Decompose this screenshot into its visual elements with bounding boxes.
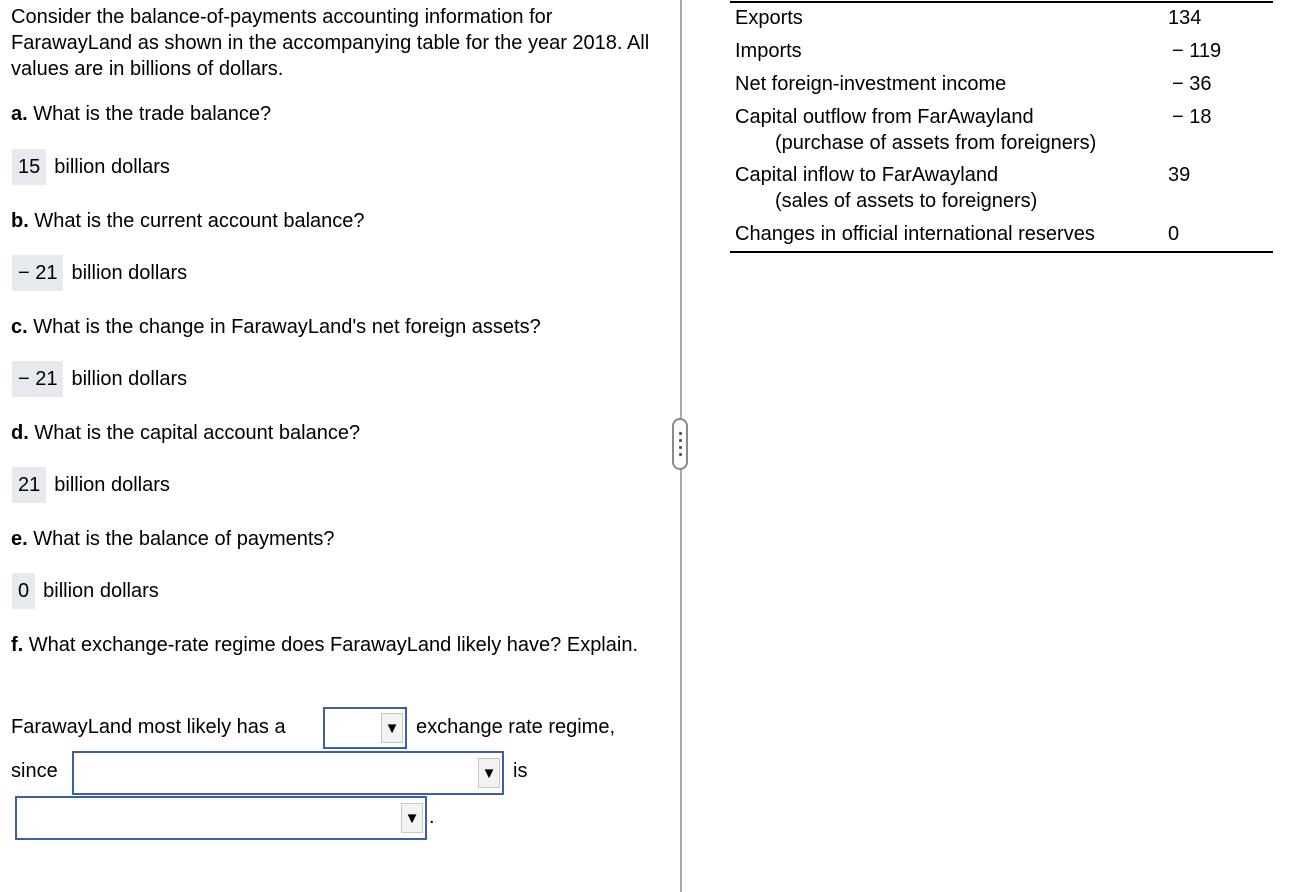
answer-unit: billion dollars: [54, 473, 170, 496]
question-text: What is the capital account balance?: [34, 422, 361, 444]
row-label: Capital inflow to FarAwayland: [735, 164, 999, 186]
row-label: Changes in official international reserves: [735, 223, 1095, 245]
sentence-part-1: FarawayLand most likely has a: [11, 716, 286, 738]
row-label: Net foreign-investment income: [735, 73, 1007, 95]
row-label: Exports: [735, 7, 803, 29]
regime-dropdown[interactable]: [323, 707, 407, 749]
row-sublabel: (purchase of assets from foreigners): [775, 132, 1097, 154]
row-value: − 119: [1172, 40, 1222, 62]
answer-unit: billion dollars: [43, 579, 159, 602]
question-letter: d.: [11, 422, 29, 444]
table-row-capital-inflow: [735, 162, 1037, 214]
answer-unit: billion dollars: [71, 261, 188, 284]
question-b: [11, 208, 365, 234]
chevron-down-icon: ▼: [401, 803, 423, 833]
row-value: − 18: [1172, 106, 1212, 128]
question-text: What exchange-rate regime does FarawayLand likely have? Explain.: [28, 634, 638, 656]
answer-a-value[interactable]: 15: [12, 149, 46, 185]
answer-d-value[interactable]: 21: [12, 467, 46, 503]
splitter-handle-icon[interactable]: [672, 418, 688, 470]
question-letter: a.: [11, 103, 28, 125]
sentence-part-3: since: [11, 760, 58, 782]
answer-c: [12, 361, 187, 397]
answer-e-value[interactable]: 0: [12, 573, 35, 609]
row-sublabel: (sales of assets to foreigners): [775, 190, 1038, 212]
sentence-part-4: is: [513, 760, 528, 782]
table-row-imports: [735, 38, 802, 64]
question-e: [11, 526, 335, 552]
table-row-capital-outflow: [735, 104, 1096, 156]
question-d: [11, 420, 360, 446]
question-c: [11, 314, 541, 340]
answer-b: [12, 255, 187, 291]
sentence-part-2: exchange rate regime,: [416, 716, 616, 738]
table-top-rule: [730, 1, 1273, 3]
question-text: What is the balance of payments?: [33, 528, 335, 550]
answer-unit: billion dollars: [54, 155, 170, 178]
question-a: [11, 101, 271, 127]
table-row-exports: [735, 5, 803, 31]
answer-d: [12, 467, 170, 503]
table-bottom-rule: [730, 251, 1273, 253]
question-text: What is the trade balance?: [33, 103, 272, 125]
row-value: 39: [1168, 164, 1191, 186]
answer-b-value[interactable]: − 21: [12, 255, 63, 291]
question-text: What is the current account balance?: [34, 210, 365, 232]
row-label: Capital outflow from FarAwayland: [735, 106, 1034, 128]
answer-c-value[interactable]: − 21: [12, 361, 63, 397]
question-letter: e.: [11, 528, 28, 550]
table-row-reserves: [735, 221, 1095, 247]
intro-text: Consider the balance-of-payments accounting information for FarawayLand as shown in the accompanying table for the year 2018. All values are in billions of dollars.: [11, 6, 650, 80]
reason-subject-dropdown[interactable]: [72, 751, 504, 795]
row-value: − 36: [1172, 73, 1212, 95]
reason-detail-dropdown[interactable]: [15, 796, 427, 840]
row-value: 0: [1168, 223, 1180, 245]
sentence-part-5: .: [429, 806, 435, 828]
question-letter: f.: [11, 634, 24, 656]
question-text: What is the change in FarawayLand's net foreign assets?: [33, 316, 541, 338]
question-letter: c.: [11, 316, 28, 338]
chevron-down-icon: ▼: [381, 713, 403, 743]
table-row-net-income: [735, 71, 1006, 97]
row-value: 134: [1168, 7, 1202, 29]
chevron-down-icon: ▼: [478, 758, 500, 788]
answer-e: [12, 573, 159, 609]
answer-a: [12, 149, 170, 185]
question-letter: b.: [11, 210, 29, 232]
row-label: Imports: [735, 40, 802, 62]
question-f: [11, 632, 651, 658]
answer-unit: billion dollars: [71, 367, 188, 390]
